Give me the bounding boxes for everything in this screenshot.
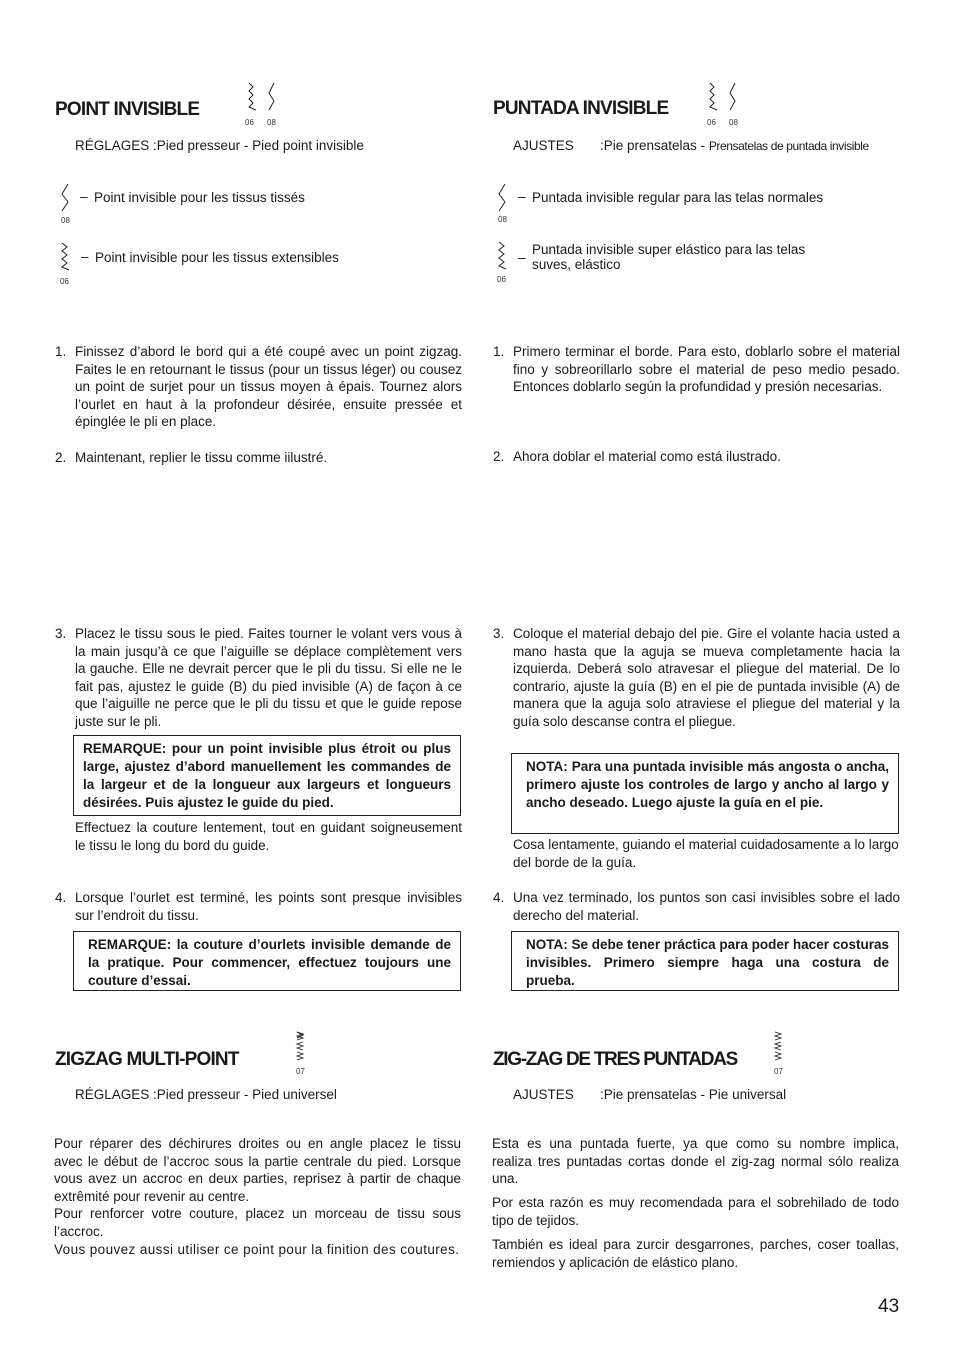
french-step-3 bbox=[55, 625, 462, 730]
french-step-4 bbox=[55, 889, 462, 924]
french-para-3: Vous pouvez aussi utiliser ce point pour la finition des coutures. bbox=[54, 1242, 460, 1257]
french-stitch-06-text: Point invisible pour les tissus extensibles bbox=[95, 250, 339, 265]
step-number: 4. bbox=[55, 890, 67, 905]
spanish-settings-prefix: :Pie prensatelas - bbox=[600, 138, 709, 153]
spanish-settings-2-label: AJUSTES bbox=[513, 1087, 574, 1102]
spanish-step-3 bbox=[493, 625, 900, 730]
stitch-code-label: 08 bbox=[61, 216, 70, 225]
french-step-3b-text: Effectuez la couture lentement, tout en guidant soigneusement le tissu le long du bord du guide. bbox=[75, 820, 462, 853]
step-number: 3. bbox=[493, 626, 505, 641]
french-step-1 bbox=[55, 343, 462, 431]
french-step-3-text: Placez le tissu sous le pied. Faites tourner le volant vers vous à la main jusqu’à ce que l’aiguille se déplace complètement vers la gauche. Elle ne devrait percer que le pli du tissu. Si elle ne le fait pas, ajustez le guide (B) du pied invisible (A) de façon à ce que l’aiguille ne perce que le pli du tissu et que le guide repose juste sur le pli. bbox=[75, 626, 462, 729]
spanish-para-1: Esta es una puntada fuerte, ya que como su nombre implica, realiza tres puntadas cortas donde el zig-zag normal sólo realiza una. bbox=[492, 1136, 899, 1186]
stitch-06-icon bbox=[496, 240, 510, 272]
spanish-stitch-06-text: Puntada invisible super elástico para las telas suves, elástico bbox=[532, 242, 806, 272]
spanish-para-2: Por esta razón es muy recomendada para el sobrehilado de todo tipo de tejidos. bbox=[492, 1195, 899, 1228]
french-stitch-08-text: Point invisible pour les tissus tissés bbox=[94, 190, 305, 205]
stitch-06-icon bbox=[707, 81, 721, 115]
spanish-settings-2-value: :Pie prensatelas - Pie universal bbox=[600, 1087, 787, 1102]
stitch-code-label: 07 bbox=[774, 1067, 783, 1076]
spanish-step-1 bbox=[493, 343, 900, 396]
spanish-settings-value bbox=[600, 137, 869, 156]
step-number: 2. bbox=[55, 450, 67, 465]
french-note-2: REMARQUE: la couture d’ourlets invisible demande de la pratique. Pour commencer, effectuez toujours une couture d’essai. bbox=[73, 931, 461, 991]
stitch-code-label: 06 bbox=[497, 275, 506, 284]
french-para-1: Pour réparer des déchirures droites ou en angle placez le tissu avec le début de l’accroc sous la partie centrale du pied. Lorsque vous avez un accroc en deux parties, reprisez à partir de chaque extrêmité pour revenir au centre. bbox=[54, 1136, 461, 1204]
stitch-08-icon bbox=[59, 182, 73, 214]
spanish-step-2 bbox=[493, 448, 900, 466]
spanish-step-4 bbox=[493, 889, 900, 924]
stitch-code-label: 08 bbox=[267, 118, 276, 127]
spanish-settings-label: AJUSTES bbox=[513, 138, 574, 153]
spanish-step-4-text: Una vez terminado, los puntos son casi invisibles sobre el lado derecho del material. bbox=[513, 890, 900, 923]
stitch-code-label: 08 bbox=[498, 215, 507, 224]
spanish-step-3-text: Coloque el material debajo del pie. Gire el volante hacia usted a mano hasta que la aguja se mueva completamente hacia la izquierda. Deberá solo atravesar el pliegue del material. De lo contrario, ajuste la guía (B) en el pie de puntada invisible (A) de manera que la aguja solo atraviese el pliegue del material y la guía solo descanse contra el pliegue. bbox=[513, 626, 900, 729]
stitch-06-icon bbox=[59, 241, 73, 273]
step-number: 1. bbox=[493, 344, 505, 359]
step-number: 1. bbox=[55, 344, 67, 359]
stitch-08-icon bbox=[496, 182, 510, 214]
french-title: POINT INVISIBLE bbox=[55, 99, 200, 120]
french-step-1-text: Finissez d’abord le bord qui a été coupé avec un point zigzag. Faites le en retournant le tissus (pour un tissus léger) ou cousez un point de surjet pour un tissus moyen à épais. Tournez alors l’ourlet en haut à la profondeur désirée, ensuite pressée et épinglée le pli en place. bbox=[75, 344, 462, 429]
spanish-settings-small: Prensatelas de puntada invisible bbox=[708, 139, 869, 153]
spanish-note-2: NOTA: Se debe tener práctica para poder hacer costuras invisibles. Primero siempre haga una costura de prueba. bbox=[511, 931, 899, 991]
stitch-code-label: 06 bbox=[60, 277, 69, 286]
dash: – bbox=[518, 250, 526, 265]
spanish-para-3: También es ideal para zurcir desgarrones, parches, coser toallas, remiendos y aplicación de elástico plano. bbox=[492, 1237, 899, 1270]
french-step-2-text: Maintenant, replier le tissu comme iilustré. bbox=[75, 450, 328, 465]
dash: – bbox=[518, 189, 526, 204]
dash: – bbox=[80, 189, 88, 204]
french-step-4-text: Lorsque l’ourlet est terminé, les points sont presque invisibles sur l’endroit du tissu. bbox=[75, 890, 462, 923]
spanish-stitch-08-text: Puntada invisible regular para las telas normales bbox=[532, 190, 824, 205]
stitch-code-label: 08 bbox=[729, 118, 738, 127]
stitch-08-icon bbox=[727, 81, 741, 115]
spanish-step-2-text: Ahora doblar el material como está ilustrado. bbox=[513, 449, 781, 464]
spanish-title-2: ZIG-ZAG DE TRES PUNTADAS bbox=[493, 1049, 737, 1070]
stitch-code-label: 07 bbox=[296, 1067, 305, 1076]
step-number: 2. bbox=[493, 449, 505, 464]
stitch-06-icon bbox=[246, 81, 260, 115]
step-number: 4. bbox=[493, 890, 505, 905]
french-note-1: REMARQUE: pour un point invisible plus étroit ou plus large, ajustez d’abord manuellement les commandes de la largeur et de la longueur aux largeurs et longueurs désirées. Puis ajustez le guide du pied. bbox=[73, 735, 461, 816]
stitch-code-label: 06 bbox=[245, 118, 254, 127]
spanish-title: PUNTADA INVISIBLE bbox=[493, 98, 669, 119]
stitch-code-label: 06 bbox=[707, 118, 716, 127]
dash: – bbox=[81, 249, 89, 264]
french-step-2 bbox=[55, 449, 462, 467]
stitch-08-icon bbox=[266, 81, 280, 115]
spanish-note-1: NOTA: Para una puntada invisible más angosta o ancha, primero ajuste los controles de largo y ancho al largo y ancho deseado. Luego ajuste la guía en el pie. bbox=[511, 753, 899, 834]
french-settings-2: RÉGLAGES :Pied presseur - Pied universel bbox=[75, 1087, 337, 1102]
french-title-2: ZIGZAG MULTI-POINT bbox=[55, 1049, 239, 1070]
page-number: 43 bbox=[878, 1296, 900, 1317]
stitch-07-icon bbox=[294, 1030, 308, 1066]
spanish-step-1-text: Primero terminar el borde. Para esto, doblarlo sobre el material fino y sobreorillarlo sobre el material de peso medio pesado. Entonces doblarlo según la profundidad y presión necesarias. bbox=[513, 344, 900, 394]
spanish-step-3b-text: Cosa lentamente, guiando el material cuidadosamente a lo largo del borde de la guía. bbox=[513, 837, 899, 870]
stitch-07-icon bbox=[772, 1030, 786, 1066]
step-number: 3. bbox=[55, 626, 67, 641]
french-settings: RÉGLAGES :Pied presseur - Pied point invisible bbox=[75, 138, 364, 153]
french-para-2: Pour renforcer votre couture, placez un morceau de tissu sous l’accroc. bbox=[54, 1206, 461, 1239]
